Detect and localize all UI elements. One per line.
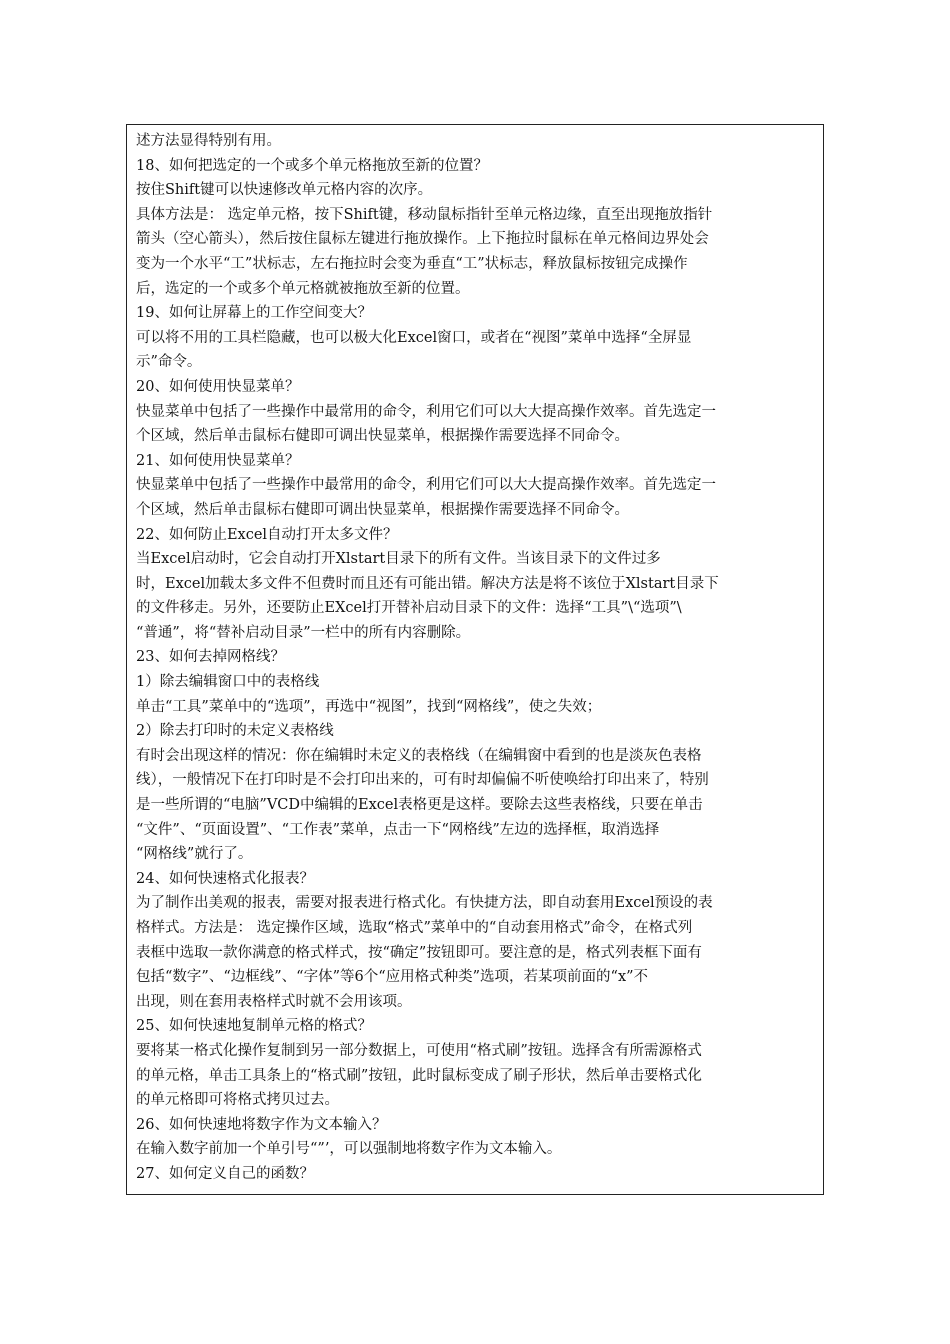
text-line: 按住Shift键可以快速修改单元格内容的次序。 — [136, 182, 433, 199]
text-line: 为了制作出美观的报表，需要对报表进行格式化。有快捷方法，即自动套用Excel预设的表 — [136, 895, 713, 912]
text-line: 包括“数字”、“边框线”、“字体”等6个“应用格式种类”选项，若某项前面的“x”不 — [136, 969, 649, 986]
text-line: “网格线”就行了。 — [136, 846, 253, 863]
question-24-title: 24、如何快速格式化报表？ — [136, 870, 314, 887]
question-27-title: 27、如何定义自己的函数？ — [136, 1165, 314, 1182]
text-line: 要将某一格式化操作复制到另一部分数据上，可使用“格式刷”按钮。选择含有所需源格式 — [136, 1042, 702, 1059]
text-line: “普通”，将“替补启动目录”一栏中的所有内容删除。 — [136, 624, 471, 641]
text-line: 个区域，然后单击鼠标右健即可调出快显菜单，根据操作需要选择不同命令。 — [136, 428, 629, 445]
question-18-title: 18、如何把选定的一个或多个单元格拖放至新的位置？ — [136, 157, 488, 174]
text-line: 格样式。方法是： 选定操作区域，选取“格式”菜单中的“自动套用格式”命令，在格式列 — [136, 920, 693, 936]
text-line: 是一些所谓的“电脑”VCD中编辑的Excel表格更是这样。要除去这些表格线，只要在单击 — [136, 797, 703, 814]
text-line: 快显菜单中包括了一些操作中最常用的命令，利用它们可以大大提高操作效率。首先选定一 — [136, 403, 716, 420]
question-22-title: 22、如何防止Excel自动打开太多文件？ — [136, 526, 398, 543]
text-line: 示”命令。 — [136, 354, 202, 371]
text-line: 述方法显得特别有用。 — [136, 133, 281, 149]
text-line: 的单元格即可将格式拷贝过去。 — [136, 1092, 339, 1109]
text-line: 时，Excel加载太多文件不但费时而且还有可能出错。解决方法是将不该位于Xlstart目录下 — [136, 575, 719, 592]
text-line: 有时会出现这样的情况：你在编辑时未定义的表格线（在编辑窗中看到的也是淡灰色表格 — [136, 747, 702, 764]
text-line: 的文件移走。另外，还要防止EXcel打开替补启动目录下的文件：选择“工具”\“选项”\ — [136, 600, 682, 617]
text-line: 表框中选取一款你满意的格式样式，按“确定”按钮即可。要注意的是，格式列表框下面有 — [136, 944, 702, 961]
question-21-title: 21、如何使用快显菜单？ — [136, 452, 300, 469]
text-line: 单击“工具”菜单中的“选项”，再选中“视图”，找到“网格线”，使之失效； — [136, 698, 602, 715]
text-line: 快显菜单中包括了一些操作中最常用的命令，利用它们可以大大提高操作效率。首先选定一 — [136, 477, 716, 494]
document-text — [136, 129, 815, 1187]
text-line: 1）除去编辑窗口中的表格线 — [136, 674, 320, 691]
content-frame — [126, 124, 824, 1195]
text-line: 在输入数字前加一个单引号“”’，可以强制地将数字作为文本输入。 — [136, 1141, 562, 1158]
text-line: 可以将不用的工具栏隐藏，也可以极大化Excel窗口，或者在“视图”菜单中选择“全屏显 — [136, 329, 692, 346]
question-26-title: 26、如何快速地将数字作为文本输入？ — [136, 1116, 387, 1133]
text-line: 箭头（空心箭头），然后按住鼠标左键进行拖放操作。上下拖拉时鼠标在单元格间边界处会 — [136, 231, 709, 248]
text-line: 线），一般情况下在打印时是不会打印出来的，可有时却偏偏不听使唤给打印出来了，特别 — [136, 772, 709, 789]
text-line: 个区域，然后单击鼠标右健即可调出快显菜单，根据操作需要选择不同命令。 — [136, 501, 629, 518]
text-line: “文件”、“页面设置”、“工作表”菜单，点击一下“网格线”左边的选择框，取消选择 — [136, 821, 660, 838]
text-line: 的单元格，单击工具条上的“格式刷”按钮，此时鼠标变成了刷子形状，然后单击要格式化 — [136, 1067, 702, 1084]
text-line: 当Excel启动时，它会自动打开Xlstart目录下的所有文件。当该目录下的文件过多 — [136, 551, 661, 568]
question-25-title: 25、如何快速地复制单元格的格式？ — [136, 1018, 372, 1035]
text-line: 2）除去打印时的未定义表格线 — [136, 723, 334, 740]
text-line: 变为一个水平“工”状标志，左右拖拉时会变为垂直“工”状标志，释放鼠标按钮完成操作 — [136, 255, 688, 272]
question-19-title: 19、如何让屏幕上的工作空间变大？ — [136, 305, 372, 322]
text-line: 具体方法是： 选定单元格，按下Shift键，移动鼠标指针至单元格边缘，直至出现拖放指针 — [136, 206, 713, 223]
text-line: 后，选定的一个或多个单元格就被拖放至新的位置。 — [136, 280, 470, 297]
question-23-title: 23、如何去掉网格线？ — [136, 649, 285, 666]
text-line: 出现，则在套用表格样式时就不会用该项。 — [136, 993, 412, 1010]
question-20-title: 20、如何使用快显菜单？ — [136, 378, 300, 395]
